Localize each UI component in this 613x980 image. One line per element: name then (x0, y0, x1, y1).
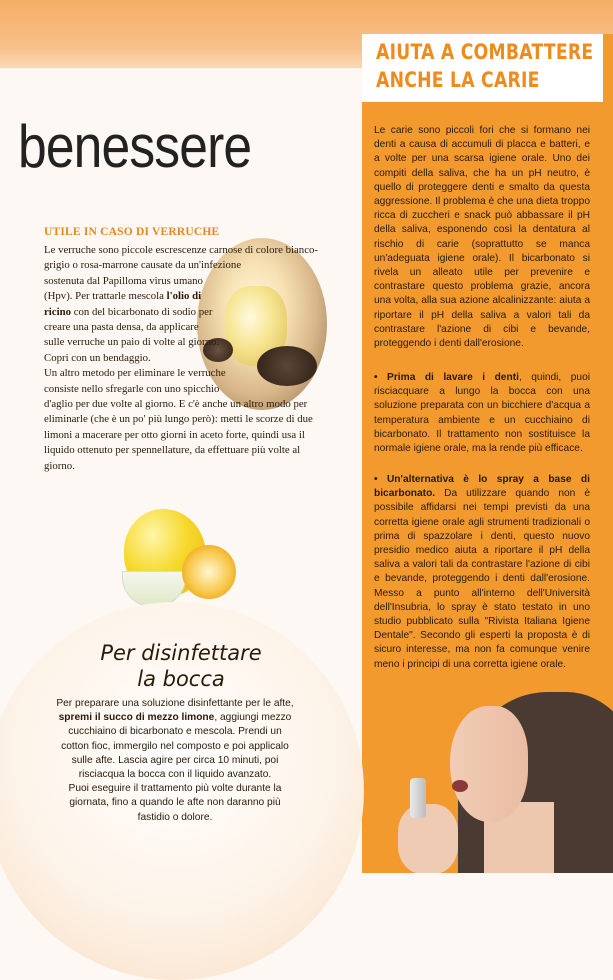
verruche-text-second: Un altro metodo per eliminare le verruche consiste nello sfregarle con uno spicchio d'aglio per due volte al giorno. E c'è anche un altro modo per eliminarle (che è un po' più lungo però): metti le scorze di due limoni a macerare per otto giorni in aceto forte, quindi usa il liquido ottenuto per spennellature, da effettuare più volte al giorno. (44, 367, 313, 472)
sidebar-title-box (362, 34, 607, 102)
bocca-text (56, 697, 294, 825)
verruche-text-bold: l'olio di ricino (44, 290, 202, 318)
sidebar-paragraph-spray (374, 473, 590, 672)
verruche-text-part: Le verruche sono piccole escrescenze carnose di colore bianco-grigio o rosa-marrone causate da un'infezione sostenuta dal Papilloma virus umano (Hpv). Per trattarle mescola (44, 244, 318, 303)
bocca-text-part: , aggiungi mezzo cucchiaino di bicarbonato e mescola. Prendi un cotton fioc, immergilo nel composto e poi applicalo sulle afte. Lascia agire per circa 10 minuti, poi risciacqua la bocca con il liquido avanzato. (61, 712, 292, 781)
bocca-title-line1: Per disinfettare (100, 641, 262, 665)
bocca-title (96, 640, 266, 692)
bocca-text-bold: spremi il succo di mezzo limone (58, 712, 215, 724)
section-title: benessere (18, 113, 252, 180)
face-image (450, 706, 528, 822)
sidebar-paragraph-text: Da utilizzare quando non è possibile affidarsi nei tempi previsti da una corretta igiene orale agli strumenti tradizionali o prima di spazzolare i denti, questo nuovo presidio medico aiuta a riportare il pH della saliva a valori tali da contrastare l'azione di cibi e bevande, proteggendo i denti dall'erosione. Messo a punto all'interno dell'Università dell'Insubria, lo spray è stato testato in uno studio pubblicato sulla "Rivista Italiana Igiene Dentale". Secondo gli esperti la proposta è di sicuro interesse, ma non fa comunque venire meno i principi di una corretta igiene orale. (374, 488, 590, 670)
sidebar-paragraph-bold: • Un'alternativa è lo spray a base di bicarbonato. (374, 474, 590, 500)
woman-spray-photo (398, 692, 613, 873)
verruche-text (44, 243, 320, 474)
mouth-image (452, 780, 468, 792)
sidebar-paragraph-before-brushing (374, 371, 590, 456)
bocca-text-second: Puoi eseguire il trattamento più volte durante la giornata, fino a quando le afte non daranno più fastidio o dolore. (68, 783, 282, 823)
sidebar-paragraph-text: , quindi, puoi risciacquare a lungo la bocca con una soluzione preparata con un bicchiere d'acqua a temperatura ambiente e un cucchiaino di bicarbonato. Il trattamento non sostituisce la normale igiene orale, ma la rende più efficace. (374, 372, 590, 455)
sidebar-title-line2: ANCHE LA CARIE (376, 68, 540, 92)
spray-bottle-image (410, 778, 426, 818)
hand-image (398, 804, 458, 873)
verruche-text-part: con del bicarbonato di sodio per creare una pasta densa, da applicare sulle verruche un paio di volte al giorno. Copri con un bendaggio. (44, 305, 220, 364)
sidebar-paragraph-intro: Le carie sono piccoli fori che si formano nei denti a causa di accumuli di placca e batteri, e a volte per una scarsa igiene orale. Uno dei compiti della saliva, che ha un pH neutro, è quello di proteggere denti e smalto da questa aggressione. Il problema è che una dieta troppo ricca di zuccheri e snack può abbassare il pH della saliva, esponendo così la dentatura al rischio di carie (soprattutto se manca un'adeguata igiene orale). Il bicarbonato si rivela un alleato utile per prevenire e contrastare questo problema grazie, ancora una volta, alla sua azione alcalinizzante: aiuta a riportare il pH della saliva a valori tali da contrastare l'azione di cibi e bevande, proteggendo i denti dall'erosione. (374, 125, 590, 350)
bocca-title-line2: la bocca (137, 667, 225, 691)
bocca-text-part: Per preparare una soluzione disinfettante per le afte, (56, 698, 294, 709)
sidebar-paragraph-bold: • Prima di lavare i denti (374, 372, 519, 383)
verruche-heading: UTILE IN CASO DI VERRUCHE (44, 226, 220, 238)
lemon-photo (118, 505, 248, 615)
lemon-slice-image (182, 545, 236, 599)
sidebar-title-line1: AIUTA A COMBATTERE (376, 40, 594, 64)
